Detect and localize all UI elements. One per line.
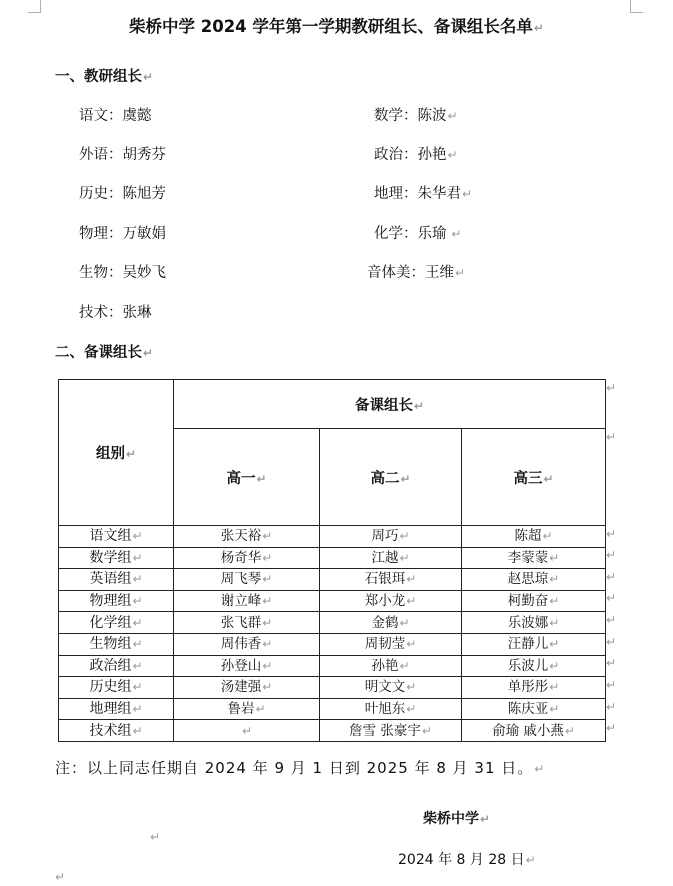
table-header-row xyxy=(59,380,606,429)
paragraph-mark-icon: ↵ xyxy=(241,723,253,738)
grade3-cell: 陈超↵ xyxy=(462,526,606,548)
paragraph-mark-icon: ↵ xyxy=(262,637,273,652)
paragraph-mark-icon: ↵ xyxy=(400,471,411,486)
grade1-cell: 杨奇华↵ xyxy=(174,547,320,569)
table-row xyxy=(59,612,606,634)
paragraph-mark-icon: ↵ xyxy=(480,812,491,826)
grade1-cell: 张飞群↵ xyxy=(174,612,320,634)
crop-mark-top-right xyxy=(630,0,643,13)
paragraph-mark-icon: ↵ xyxy=(549,658,560,673)
row-end-mark-icon: ↵ xyxy=(606,381,617,395)
row-end-mark-icon: ↵ xyxy=(606,721,617,735)
table-row xyxy=(59,526,606,548)
research-leader-item: 技术：张琳 xyxy=(79,305,152,321)
grade-header-cell: 高一↵ xyxy=(174,429,320,526)
paragraph-mark-icon: ↵ xyxy=(399,615,410,630)
group-cell: 化学组↵ xyxy=(59,612,174,634)
paragraph-mark-icon: ↵ xyxy=(447,227,462,241)
research-leader-item: 生物：吴妙飞 xyxy=(79,265,166,281)
table-row xyxy=(59,590,606,612)
row-end-mark-icon: ↵ xyxy=(606,570,617,584)
crop-mark-top-left xyxy=(28,0,41,13)
paragraph-mark-icon: ↵ xyxy=(399,529,410,544)
paragraph-mark-icon: ↵ xyxy=(564,723,575,738)
signature-date: 2024 年 8 月 28 日↵ xyxy=(398,852,536,868)
research-leader-item: 语文：虞懿 xyxy=(79,108,152,124)
paragraph-mark-icon: ↵ xyxy=(462,187,473,201)
row-end-mark-icon: ↵ xyxy=(606,527,617,541)
grade2-cell: 江越↵ xyxy=(320,547,462,569)
research-leader-item: 化学：乐瑜 ↵ xyxy=(374,226,462,242)
grade-header-cell: 高二↵ xyxy=(320,429,462,526)
paragraph-mark-icon: ↵ xyxy=(406,637,417,652)
row-end-mark-icon: ↵ xyxy=(606,613,617,627)
paragraph-mark-icon: ↵ xyxy=(421,723,432,738)
paragraph-mark-icon: ↵ xyxy=(262,680,273,695)
grade1-cell: 汤建强↵ xyxy=(174,677,320,699)
grade2-cell: 石银珥↵ xyxy=(320,569,462,591)
paragraph-mark-icon: ↵ xyxy=(132,594,143,609)
grade3-cell: 乐波娜↵ xyxy=(462,612,606,634)
paragraph-mark-icon: ↵ xyxy=(413,398,425,413)
paragraph-mark-icon: ↵ xyxy=(262,572,273,587)
research-leader-item: 音体美：王维↵ xyxy=(367,265,466,281)
grade1-cell: 周伟香↵ xyxy=(174,633,320,655)
grade2-cell: 郑小龙↵ xyxy=(320,590,462,612)
paragraph-mark-icon: ↵ xyxy=(262,594,273,609)
paragraph-mark-icon: ↵ xyxy=(406,702,417,717)
group-cell: 地理组↵ xyxy=(59,698,174,720)
paragraph-mark-icon: ↵ xyxy=(543,471,554,486)
grade2-cell: 周巧↵ xyxy=(320,526,462,548)
group-cell: 政治组↵ xyxy=(59,655,174,677)
research-leader-item: 历史：陈旭芳 xyxy=(79,186,166,202)
grade1-cell: 孙登山↵ xyxy=(174,655,320,677)
group-cell: 生物组↵ xyxy=(59,633,174,655)
group-cell: 技术组↵ xyxy=(59,720,174,742)
paragraph-mark-icon: ↵ xyxy=(262,615,273,630)
paragraph-mark-icon: ↵ xyxy=(125,447,137,461)
paragraph-mark-icon: ↵ xyxy=(132,615,143,630)
paragraph-mark-icon: ↵ xyxy=(255,702,266,717)
grade3-cell: 柯勤奋↵ xyxy=(462,590,606,612)
paragraph-mark-icon: ↵ xyxy=(533,21,544,35)
paragraph-mark-icon: ↵ xyxy=(143,346,154,360)
grade3-cell: 陈庆亚↵ xyxy=(462,698,606,720)
paragraph-mark-icon: ↵ xyxy=(534,762,546,776)
grade1-cell: 周飞琴↵ xyxy=(174,569,320,591)
paragraph-mark-icon: ↵ xyxy=(549,550,560,565)
paragraph-mark-icon: ↵ xyxy=(406,594,417,609)
grade3-cell: 乐波儿↵ xyxy=(462,655,606,677)
table-row xyxy=(59,569,606,591)
grade3-cell: 李蒙蒙↵ xyxy=(462,547,606,569)
paragraph-mark-icon: ↵ xyxy=(256,471,267,486)
empty-paragraph-mark-icon: ↵ xyxy=(55,870,66,884)
grade2-cell: 孙艳↵ xyxy=(320,655,462,677)
paragraph-mark-icon: ↵ xyxy=(549,594,560,609)
research-leader-item: 地理：朱华君↵ xyxy=(374,186,473,202)
section-heading-lesson-prep: 二、备课组长↵ xyxy=(55,345,154,361)
paragraph-mark-icon: ↵ xyxy=(447,109,458,123)
paragraph-mark-icon: ↵ xyxy=(399,658,410,673)
leader-header-cell: 备课组长↵ xyxy=(174,380,606,429)
grade2-cell: 叶旭东↵ xyxy=(320,698,462,720)
paragraph-mark-icon: ↵ xyxy=(549,615,560,630)
signature-school: 柴桥中学↵ xyxy=(423,811,491,827)
grade1-cell xyxy=(174,720,320,742)
paragraph-mark-icon: ↵ xyxy=(132,637,143,652)
paragraph-mark-icon: ↵ xyxy=(132,658,143,673)
paragraph-mark-icon: ↵ xyxy=(132,550,143,565)
group-cell: 语文组↵ xyxy=(59,526,174,548)
table-row xyxy=(59,698,606,720)
row-end-mark-icon: ↵ xyxy=(606,656,617,670)
table-row xyxy=(59,677,606,699)
section-heading-teaching-research: 一、教研组长↵ xyxy=(55,69,154,85)
paragraph-mark-icon: ↵ xyxy=(525,853,536,867)
row-end-mark-icon: ↵ xyxy=(606,548,617,562)
paragraph-mark-icon: ↵ xyxy=(542,529,553,544)
paragraph-mark-icon: ↵ xyxy=(406,680,417,695)
paragraph-mark-icon: ↵ xyxy=(455,266,466,280)
group-cell: 数学组↵ xyxy=(59,547,174,569)
paragraph-mark-icon: ↵ xyxy=(132,723,143,738)
grade2-cell: 金鹤↵ xyxy=(320,612,462,634)
row-end-mark-icon: ↵ xyxy=(606,591,617,605)
grade-header-cell: 高三↵ xyxy=(462,429,606,526)
paragraph-mark-icon: ↵ xyxy=(447,148,458,162)
paragraph-mark-icon: ↵ xyxy=(549,572,560,587)
paragraph-mark-icon: ↵ xyxy=(549,680,560,695)
paragraph-mark-icon: ↵ xyxy=(262,529,273,544)
grade1-cell: 张天裕↵ xyxy=(174,526,320,548)
grade3-cell: 单彤彤↵ xyxy=(462,677,606,699)
grade2-cell: 明文文↵ xyxy=(320,677,462,699)
group-cell: 物理组↵ xyxy=(59,590,174,612)
research-leader-item: 数学：陈波↵ xyxy=(374,108,458,124)
table-row xyxy=(59,547,606,569)
paragraph-mark-icon: ↵ xyxy=(399,550,410,565)
grade1-cell: 谢立峰↵ xyxy=(174,590,320,612)
paragraph-mark-icon: ↵ xyxy=(406,572,417,587)
grade3-cell: 汪静儿↵ xyxy=(462,633,606,655)
table-row xyxy=(59,655,606,677)
paragraph-mark-icon: ↵ xyxy=(132,529,143,544)
research-leader-item: 物理：万敏娟 xyxy=(79,226,166,242)
grade1-cell: 鲁岩↵ xyxy=(174,698,320,720)
paragraph-mark-icon: ↵ xyxy=(262,550,273,565)
row-end-mark-icon: ↵ xyxy=(606,700,617,714)
group-header-cell: 组别↵ xyxy=(59,380,174,526)
table-row xyxy=(59,633,606,655)
paragraph-mark-icon: ↵ xyxy=(549,702,560,717)
term-note: 注：以上同志任期自 2024 年 9 月 1 日到 2025 年 8 月 31 日。↵ xyxy=(55,759,546,777)
paragraph-mark-icon: ↵ xyxy=(549,637,560,652)
empty-paragraph-mark-icon: ↵ xyxy=(150,830,161,844)
row-end-mark-icon: ↵ xyxy=(606,430,617,444)
table-row xyxy=(59,720,606,742)
paragraph-mark-icon: ↵ xyxy=(132,680,143,695)
grade2-cell: 詹雪 张豪宇↵ xyxy=(320,720,462,742)
grade3-cell: 赵思琼↵ xyxy=(462,569,606,591)
lesson-prep-leaders-table xyxy=(58,379,606,742)
group-cell: 英语组↵ xyxy=(59,569,174,591)
paragraph-mark-icon: ↵ xyxy=(143,70,154,84)
row-end-mark-icon: ↵ xyxy=(606,678,617,692)
paragraph-mark-icon: ↵ xyxy=(262,658,273,673)
document-title: 柴桥中学 2024 学年第一学期教研组长、备课组长名单↵ xyxy=(129,17,544,36)
research-leader-item: 外语：胡秀芬 xyxy=(79,147,166,163)
grade3-cell: 俞瑜 戚小燕↵ xyxy=(462,720,606,742)
research-leader-item: 政治：孙艳↵ xyxy=(374,147,458,163)
group-cell: 历史组↵ xyxy=(59,677,174,699)
grade2-cell: 周韧莹↵ xyxy=(320,633,462,655)
paragraph-mark-icon: ↵ xyxy=(132,702,143,717)
paragraph-mark-icon: ↵ xyxy=(132,572,143,587)
row-end-mark-icon: ↵ xyxy=(606,635,617,649)
